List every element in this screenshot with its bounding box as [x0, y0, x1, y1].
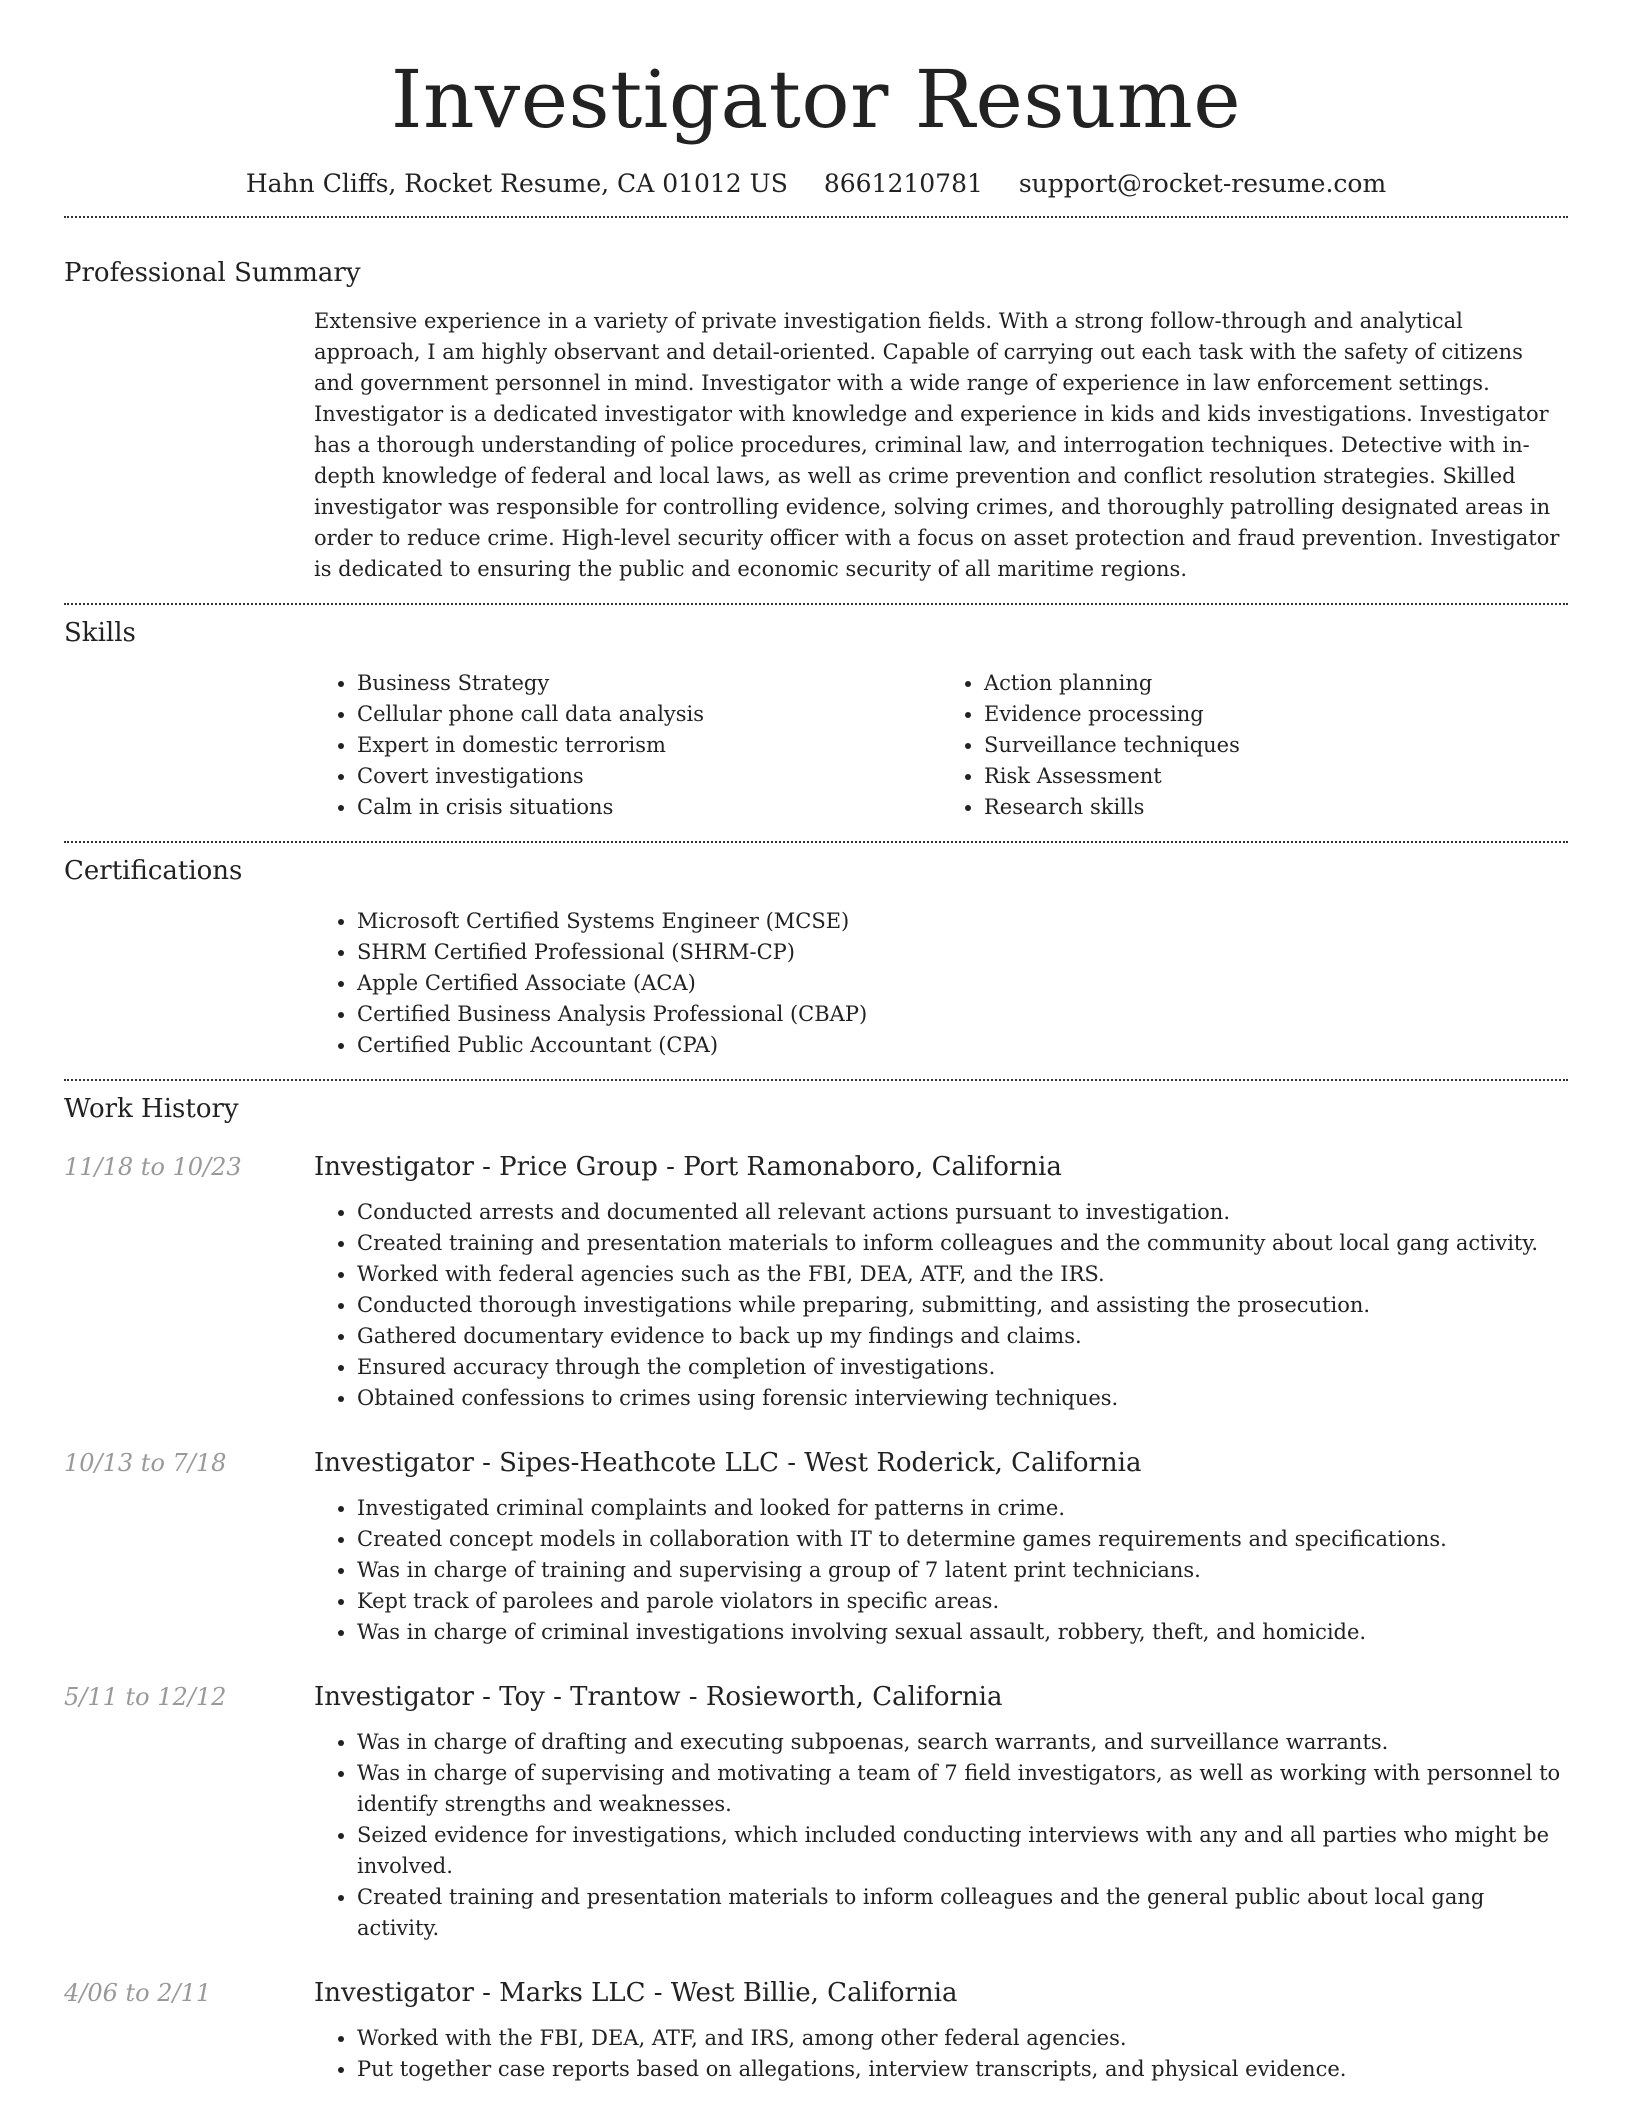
skills-grid [314, 668, 1568, 823]
list-item: • Kept track of parolees and parole violators in specific areas. [357, 1586, 1568, 1617]
job-title: Investigator - Marks LLC - West Billie, California [314, 1978, 958, 2008]
job-entry [64, 1446, 1568, 1648]
job-dates: 11/18 to 10/23 [64, 1153, 242, 1181]
job-entry [64, 1680, 1568, 1944]
list-item: • Evidence processing [984, 699, 1568, 730]
job-title: Investigator - Price Group - Port Ramonaboro, California [314, 1152, 1062, 1182]
list-item: • Investigated criminal complaints and looked for patterns in crime. [357, 1493, 1568, 1524]
list-item: • Certified Public Accountant (CPA) [357, 1030, 1568, 1061]
resume-page [64, 0, 1568, 2085]
list-item: • Cellular phone call data analysis [357, 699, 941, 730]
skills-row [64, 668, 1568, 823]
list-item: • Created concept models in collaboration with IT to determine games requirements and specifications. [357, 1524, 1568, 1555]
job-bullets [314, 1197, 1568, 1414]
list-item: • Seized evidence for investigations, which included conducting interviews with any and all parties who might be involved. [357, 1820, 1568, 1882]
summary-heading: Professional Summary [64, 258, 361, 288]
divider [64, 841, 1568, 843]
certifications-row [64, 906, 1568, 1061]
list-item: • Ensured accuracy through the completion of investigations. [357, 1352, 1568, 1383]
job-dates: 4/06 to 2/11 [64, 1979, 212, 2007]
phone-text: 8661210781 [823, 169, 983, 198]
email-text: support@rocket-resume.com [1018, 169, 1387, 198]
job-entry [64, 1150, 1568, 1414]
list-item: • Gathered documentary evidence to back up my findings and claims. [357, 1321, 1568, 1352]
divider [64, 603, 1568, 605]
skills-list-right [941, 668, 1568, 823]
skills-heading: Skills [64, 618, 136, 648]
list-item: • Obtained confessions to crimes using forensic interviewing techniques. [357, 1383, 1568, 1414]
list-item: • SHRM Certified Professional (SHRM-CP) [357, 937, 1568, 968]
job-title: Investigator - Toy - Trantow - Rosieworth, California [314, 1682, 1003, 1712]
list-item: • Risk Assessment [984, 761, 1568, 792]
job-title: Investigator - Sipes-Heathcote LLC - West Roderick, California [314, 1448, 1142, 1478]
list-item: • Research skills [984, 792, 1568, 823]
job-dates: 5/11 to 12/12 [64, 1683, 227, 1711]
list-item: • Was in charge of drafting and executing subpoenas, search warrants, and surveillance warrants. [357, 1727, 1568, 1758]
list-item: • Covert investigations [357, 761, 941, 792]
list-item: • Worked with the FBI, DEA, ATF, and IRS, among other federal agencies. [357, 2023, 1568, 2054]
list-item: • Business Strategy [357, 668, 941, 699]
job-bullets [314, 1727, 1568, 1944]
list-item: • Action planning [984, 668, 1568, 699]
job-bullets [314, 1493, 1568, 1648]
list-item: • Created training and presentation materials to inform colleagues and the general public about local gang activity. [357, 1882, 1568, 1944]
list-item: • Created training and presentation materials to inform colleagues and the community about local gang activity. [357, 1228, 1568, 1259]
list-item: • Calm in crisis situations [357, 792, 941, 823]
page-title: Investigator Resume [390, 53, 1242, 146]
certifications-list [314, 906, 1568, 1061]
summary-text: Extensive experience in a variety of private investigation fields. With a strong follow-through and analytical approach, I am highly observant and detail-oriented. Capable of carrying out each task with the safety of citizens and government personnel in mind. Investigator with a wide range of experience in law enforcement settings. Investigator is a dedicated investigator with knowledge and experience in kids and kids investigations. Investigator has a thorough understanding of police procedures, criminal law, and interrogation techniques. Detective with in-depth knowledge of federal and local laws, as well as crime prevention and conflict resolution strategies. Skilled investigator was responsible for controlling evidence, solving crimes, and thoroughly patrolling designated areas in order to reduce crime. High-level security officer with a focus on asset protection and fraud prevention. Investigator is dedicated to ensuring the public and economic security of all maritime regions. [314, 309, 1560, 581]
list-item: • Was in charge of supervising and motivating a team of 7 field investigators, as well as working with personnel to identify strengths and weaknesses. [357, 1758, 1568, 1820]
list-item: • Put together case reports based on allegations, interview transcripts, and physical evidence. [357, 2054, 1568, 2085]
list-item: • Worked with federal agencies such as the FBI, DEA, ATF, and the IRS. [357, 1259, 1568, 1290]
list-item: • Conducted thorough investigations while preparing, submitting, and assisting the prosecution. [357, 1290, 1568, 1321]
contact-line [64, 164, 1568, 204]
list-item: • Expert in domestic terrorism [357, 730, 941, 761]
list-item: • Microsoft Certified Systems Engineer (MCSE) [357, 906, 1568, 937]
list-item: • Certified Business Analysis Professional (CBAP) [357, 999, 1568, 1030]
list-item: • Conducted arrests and documented all relevant actions pursuant to investigation. [357, 1197, 1568, 1228]
list-item: • Surveillance techniques [984, 730, 1568, 761]
list-item: • Was in charge of training and supervising a group of 7 latent print technicians. [357, 1555, 1568, 1586]
skills-list-left [314, 668, 941, 823]
work-history-heading: Work History [64, 1094, 239, 1124]
list-item: • Apple Certified Associate (ACA) [357, 968, 1568, 999]
job-dates: 10/13 to 7/18 [64, 1449, 227, 1477]
job-entry [64, 1976, 1568, 2085]
divider [64, 1079, 1568, 1081]
divider [64, 216, 1568, 218]
list-item: • Was in charge of criminal investigations involving sexual assault, robbery, theft, and homicide. [357, 1617, 1568, 1648]
job-bullets [314, 2023, 1568, 2085]
certifications-heading: Certifications [64, 856, 243, 886]
summary-row [64, 306, 1568, 585]
address-text: Hahn Cliffs, Rocket Resume, CA 01012 US [245, 169, 788, 198]
